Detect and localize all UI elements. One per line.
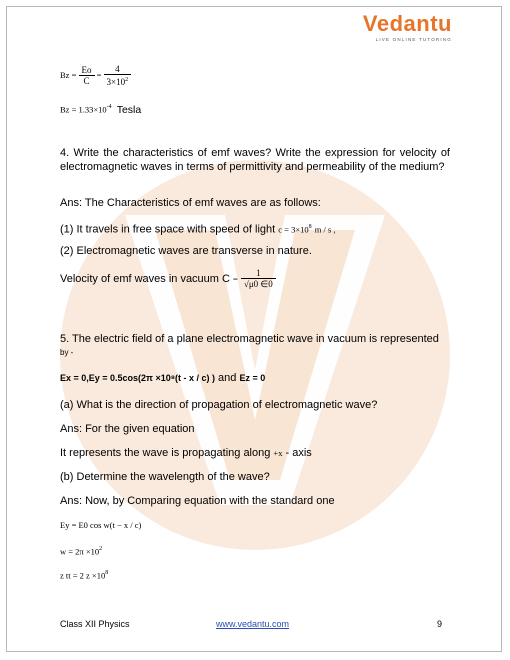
mu-epsilon: μ0 ∈0 [248,279,273,289]
part-a: (a) What is the direction of propagation of electromagnetic wave? [60,399,378,411]
velocity-label: Velocity of emf waves in vacuum C [60,272,230,285]
ans-label: Ans: [60,197,83,209]
question-5: 5. The electric field of a plane electromagnetic wave in vacuum is represented [60,333,439,345]
speed-of-light-eq: c = 3×10 [278,224,309,235]
answer-4-point-1 [60,220,450,237]
velocity-fraction [241,268,276,290]
fraction-numerator: Eo [79,65,95,76]
den-base: 3×10 [106,77,126,87]
fraction-denominator: C [83,76,90,86]
footer-subject: Class XII Physics [60,619,130,629]
w-eq: w = 2π ×10 [60,546,100,557]
logo-tagline: LIVE ONLINE TUTORING [375,37,452,42]
answer-b [60,494,450,508]
w-exponent: 2 [99,546,103,552]
bz-exponent: -4 [106,104,112,110]
vedantu-logo [363,12,452,42]
standard-equation: Ey = E0 cos w(t − x / c) [60,520,142,530]
velocity-denominator: √μ0 ∈0 [243,279,273,289]
den-exponent: 2 [125,77,129,83]
ans-b-text: Now, by Comparing equation with the standard one [85,495,335,507]
electric-field-equation [60,371,450,385]
footer-website-link[interactable]: www.vedantu.com [216,619,290,629]
fraction-eo-c [79,65,95,87]
equation-bz-fraction [60,64,450,88]
last-exponent: 8 [105,570,109,576]
eq-bz-lhs: Bz [60,69,70,80]
velocity-expression [60,268,450,290]
equation-bz-value [60,100,450,117]
propagating-text: It represents the wave is propagating along [60,447,271,459]
point-1-text: (1) It travels in free space with speed of light [60,223,276,236]
eq-equals: = [71,69,77,80]
ans-a-text: For the given equation [85,423,195,435]
fraction-denominator-2 [104,75,132,88]
ans-a-label: Ans: [60,423,83,435]
velocity-equals: = [233,273,238,284]
speed-unit: m / s , [314,224,336,235]
logo-wordmark: Vedantu [362,11,452,36]
ans-text: The Characteristics of emf waves are as follows: [84,197,321,209]
last-eq: z tt = 2 z ×10 [60,570,106,581]
speed-exponent: 8 [308,224,312,230]
propagation-direction [60,446,450,460]
unit-tesla: Tesla [116,103,142,116]
answer-4-intro [60,196,450,210]
answer-a [60,422,450,436]
bz-value: Bz = 1.33×10 [60,104,107,115]
page-number: 9 [437,619,443,629]
eq-equals-2: = [96,69,102,80]
ans-b-label: Ans: [60,495,83,507]
footer-link-container [216,619,289,629]
omega-equation [60,542,450,559]
part-b: (b) Determine the wavelength of the wave? [60,471,270,483]
velocity-numerator: 1 [241,268,276,279]
question-5-by: by - [60,348,74,357]
ez-eq: Ez = 0 [239,373,266,383]
final-equation [60,566,450,583]
answer-4-point-2: (2) Electromagnetic waves are transverse in nature. [60,245,312,257]
question-4: 4. Write the characteristics of emf waves? Write the expression for velocity of electromagnetic waves in terms of permittivity and permeability of the medium? [60,147,450,173]
fraction-4-over-3e2 [104,64,132,88]
field-eq: Ex = 0,Ey = 0.5cos(2π ×10⁸(t - x / c) ) [60,373,215,383]
and-word: and [218,372,237,384]
fraction-numerator-2: 4 [104,64,132,75]
axis-word: - axis [285,447,312,459]
plus-x: +x [273,448,283,458]
